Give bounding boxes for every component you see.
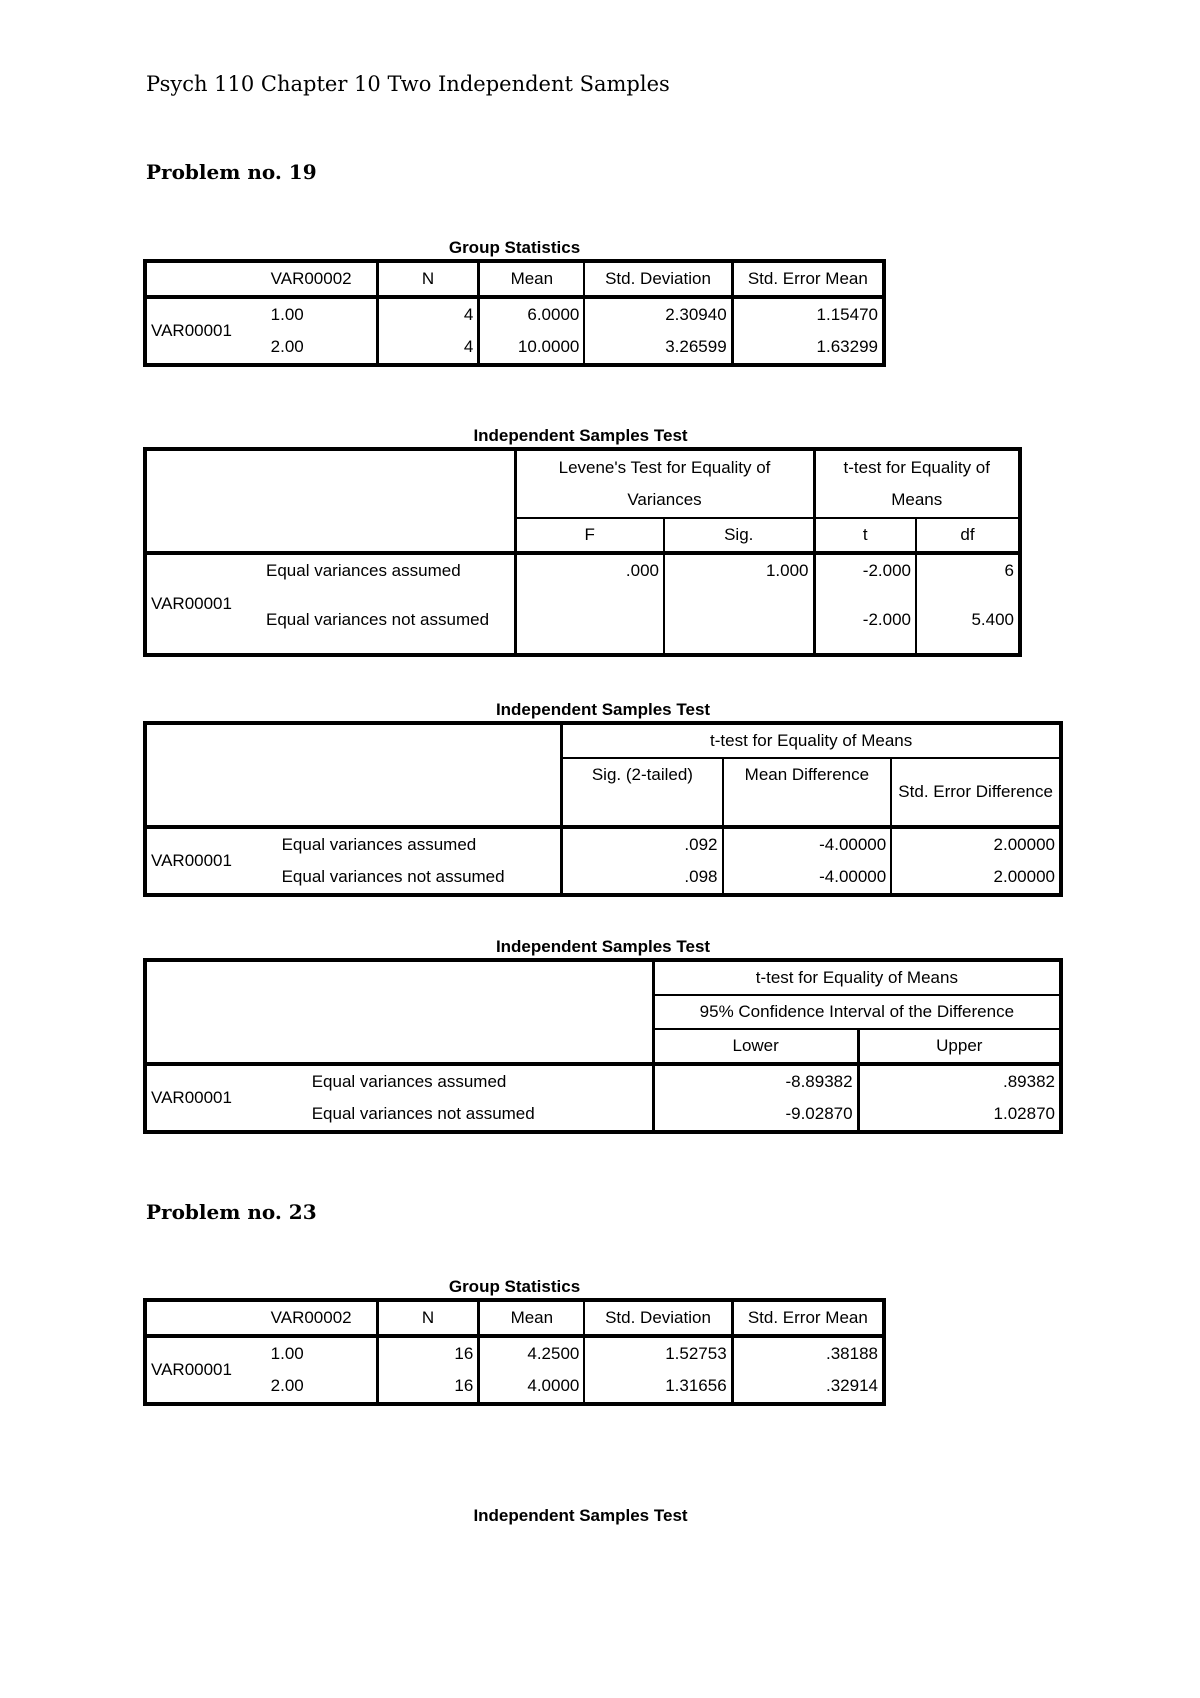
problem-23-heading: Problem no. 23 (146, 1200, 317, 1224)
table-header-row (145, 1300, 884, 1336)
column-header: Sig. (664, 518, 814, 553)
table-header-row (145, 723, 1061, 758)
table-row (145, 1336, 884, 1370)
table-row (145, 861, 1061, 895)
se-diff-cell: 2.00000 (993, 835, 1055, 854)
column-header: Std. Error Difference (898, 782, 1053, 801)
table-row (145, 553, 1020, 587)
table-header-row (145, 261, 884, 297)
sig-cell: .098 (562, 861, 723, 895)
t-cell: -2.000 (814, 553, 916, 587)
upper-cell: .89382 (1003, 1072, 1055, 1091)
f-cell (515, 587, 664, 655)
table-row (145, 587, 1020, 655)
mean-cell: 4.0000 (479, 1370, 585, 1404)
group-cell: 1.00 (267, 1336, 378, 1370)
se-cell: 1.63299 (816, 337, 878, 356)
column-header: t (814, 518, 916, 553)
group-statistics-table (143, 1298, 886, 1406)
group-statistics-caption: Group Statistics (448, 1277, 581, 1296)
row-sublabel: Equal variances assumed (308, 1064, 654, 1098)
row-label: VAR00001 (151, 851, 232, 870)
row-label: VAR00001 (151, 321, 232, 340)
mean-cell: 6.0000 (479, 297, 585, 331)
confidence-interval-caption: Independent Samples Test (495, 937, 711, 956)
column-header: Lower (653, 1029, 858, 1064)
column-header: F (515, 518, 664, 553)
sig-cell: 1.000 (664, 553, 814, 587)
column-header: Mean (479, 1300, 585, 1336)
df-cell: 5.400 (971, 610, 1015, 629)
mean-diff-cell: -4.00000 (723, 861, 892, 895)
row-label: VAR00001 (151, 594, 232, 613)
levene-test-caption: Independent Samples Test (473, 426, 688, 445)
group-cell: 2.00 (267, 331, 378, 365)
table-row (145, 827, 1061, 861)
table-header-row (145, 449, 1020, 518)
column-header: Sig. (2-tailed) (562, 758, 723, 827)
row-sublabel: Equal variances not assumed (308, 1098, 654, 1132)
upper-cell: 1.02870 (993, 1104, 1055, 1123)
sd-cell: 3.26599 (584, 331, 732, 365)
group-statistics-caption: Group Statistics (448, 238, 581, 257)
column-header: Upper (936, 1036, 983, 1055)
sig-cell (664, 587, 814, 655)
lower-cell: -8.89382 (653, 1064, 858, 1098)
problem-19-heading: Problem no. 19 (146, 160, 317, 184)
se-cell: .32914 (826, 1376, 878, 1395)
group-cell: 1.00 (267, 297, 378, 331)
mean-diff-cell: -4.00000 (723, 827, 892, 861)
levene-test-table (143, 447, 1022, 657)
confidence-interval-table (143, 958, 1063, 1134)
ttest-table (143, 721, 1063, 897)
ttest-group-header: t-test for Equality of Means (814, 449, 1020, 518)
se-cell: .38188 (826, 1344, 878, 1363)
se-diff-cell: 2.00000 (993, 867, 1055, 886)
ci-group-header: 95% Confidence Interval of the Difference (653, 995, 1061, 1029)
levene-group-header: Levene's Test for Equality of Variances (515, 449, 814, 518)
table-row (145, 1064, 1061, 1098)
df-cell: 6 (1004, 561, 1015, 580)
row-sublabel: Equal variances assumed (262, 553, 515, 587)
independent-samples-test-caption: Independent Samples Test (473, 1506, 688, 1525)
column-header: Std. Deviation (584, 261, 732, 297)
row-sublabel: Equal variances not assumed (278, 861, 562, 895)
row-sublabel: Equal variances not assumed (262, 587, 515, 655)
ttest-caption: Independent Samples Test (495, 700, 711, 719)
mean-cell: 4.2500 (479, 1336, 585, 1370)
column-header: Std. Deviation (584, 1300, 732, 1336)
column-header: N (377, 261, 479, 297)
t-cell: -2.000 (814, 587, 916, 655)
table-header-row (145, 960, 1061, 995)
se-cell: 1.15470 (816, 305, 878, 324)
table-row (145, 297, 884, 331)
row-sublabel: Equal variances assumed (278, 827, 562, 861)
sd-cell: 2.30940 (584, 297, 732, 331)
column-header: df (960, 525, 975, 544)
column-header: Std. Error Mean (747, 1308, 868, 1327)
n-cell: 16 (377, 1370, 479, 1404)
group-statistics-table (143, 259, 886, 367)
row-label: VAR00001 (151, 1088, 232, 1107)
column-header: VAR00002 (267, 261, 378, 297)
lower-cell: -9.02870 (653, 1098, 858, 1132)
row-label: VAR00001 (151, 1360, 232, 1379)
n-cell: 16 (377, 1336, 479, 1370)
column-header: VAR00002 (267, 1300, 378, 1336)
sd-cell: 1.31656 (584, 1370, 732, 1404)
n-cell: 4 (377, 297, 479, 331)
column-header: N (377, 1300, 479, 1336)
f-cell: .000 (515, 553, 664, 587)
column-header: Mean (479, 261, 585, 297)
group-cell: 2.00 (267, 1370, 378, 1404)
ttest-group-header: t-test for Equality of Means (653, 960, 1061, 995)
column-header: Mean Difference (723, 758, 892, 827)
document-title: Psych 110 Chapter 10 Two Independent Samples (146, 72, 670, 96)
ttest-group-header: t-test for Equality of Means (562, 723, 1061, 758)
mean-cell: 10.0000 (479, 331, 585, 365)
sig-cell: .092 (562, 827, 723, 861)
sd-cell: 1.52753 (584, 1336, 732, 1370)
n-cell: 4 (377, 331, 479, 365)
column-header: Std. Error Mean (747, 269, 868, 288)
